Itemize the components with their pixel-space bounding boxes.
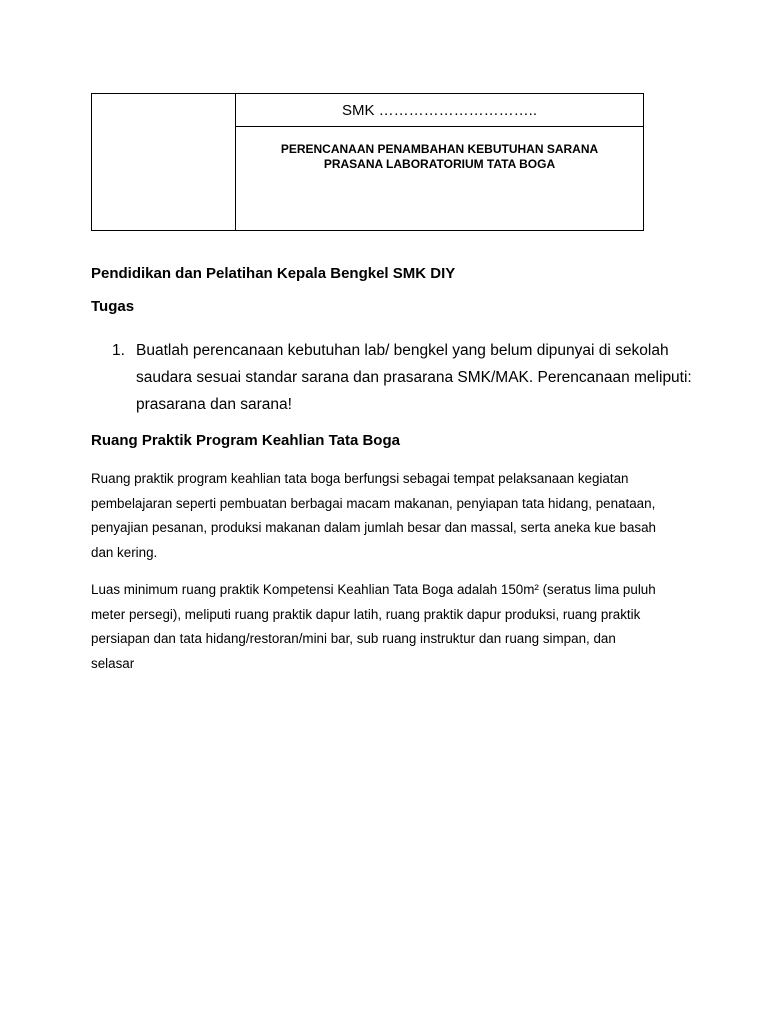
list-item-line: saudara sesuai standar sarana dan prasarana SMK/MAK. Perencanaan meliputi: — [136, 369, 692, 386]
paragraph-line: meter persegi), meliputi ruang praktik dapur latih, ruang praktik dapur produksi, ruang praktik — [91, 606, 641, 622]
document-title-cell — [236, 127, 643, 230]
paragraph-area — [91, 578, 691, 676]
school-name-cell: SMK ………………………….. — [236, 94, 643, 127]
list-item-line: Buatlah perencanaan kebutuhan lab/ bengkel yang belum dipunyai di sekolah — [136, 342, 669, 359]
paragraph-line: Luas minimum ruang praktik Kompetensi Keahlian Tata Boga adalah 150m² (seratus lima puluh — [91, 582, 656, 597]
list-item-line: prasarana dan sarana! — [136, 396, 292, 413]
paragraph-function — [91, 467, 691, 565]
list-item-text — [136, 337, 692, 418]
list-item — [112, 337, 692, 418]
paragraph-line: Ruang praktik program keahlian tata boga berfungsi sebagai tempat pelaksanaan kegiatan — [91, 471, 629, 486]
task-list — [112, 337, 692, 418]
logo-cell — [92, 94, 236, 230]
document-title-line-2: PRASANA LABORATORIUM TATA BOGA — [323, 157, 556, 171]
paragraph-line: dan kering. — [91, 544, 158, 560]
paragraph-line: selasar — [91, 655, 135, 671]
task-heading: Tugas — [91, 298, 135, 315]
room-heading: Ruang Praktik Program Keahlian Tata Boga — [91, 432, 400, 449]
training-heading: Pendidikan dan Pelatihan Kepala Bengkel SMK DIY — [91, 265, 456, 282]
paragraph-line: penyajian pesanan, produksi makanan dalam jumlah besar dan massal, serta aneka kue basah — [91, 520, 656, 535]
paragraph-line: pembelajaran seperti pembuatan berbagai macam makanan, penyiapan tata hidang, penataan, — [91, 495, 656, 511]
list-item-number: 1. — [112, 342, 125, 359]
header-table — [91, 93, 644, 231]
document-title-line-1: PERENCANAAN PENAMBAHAN KEBUTUHAN SARANA — [280, 142, 599, 156]
paragraph-line: persiapan dan tata hidang/restoran/mini bar, sub ruang instruktur dan ruang simpan, dan — [91, 631, 616, 646]
